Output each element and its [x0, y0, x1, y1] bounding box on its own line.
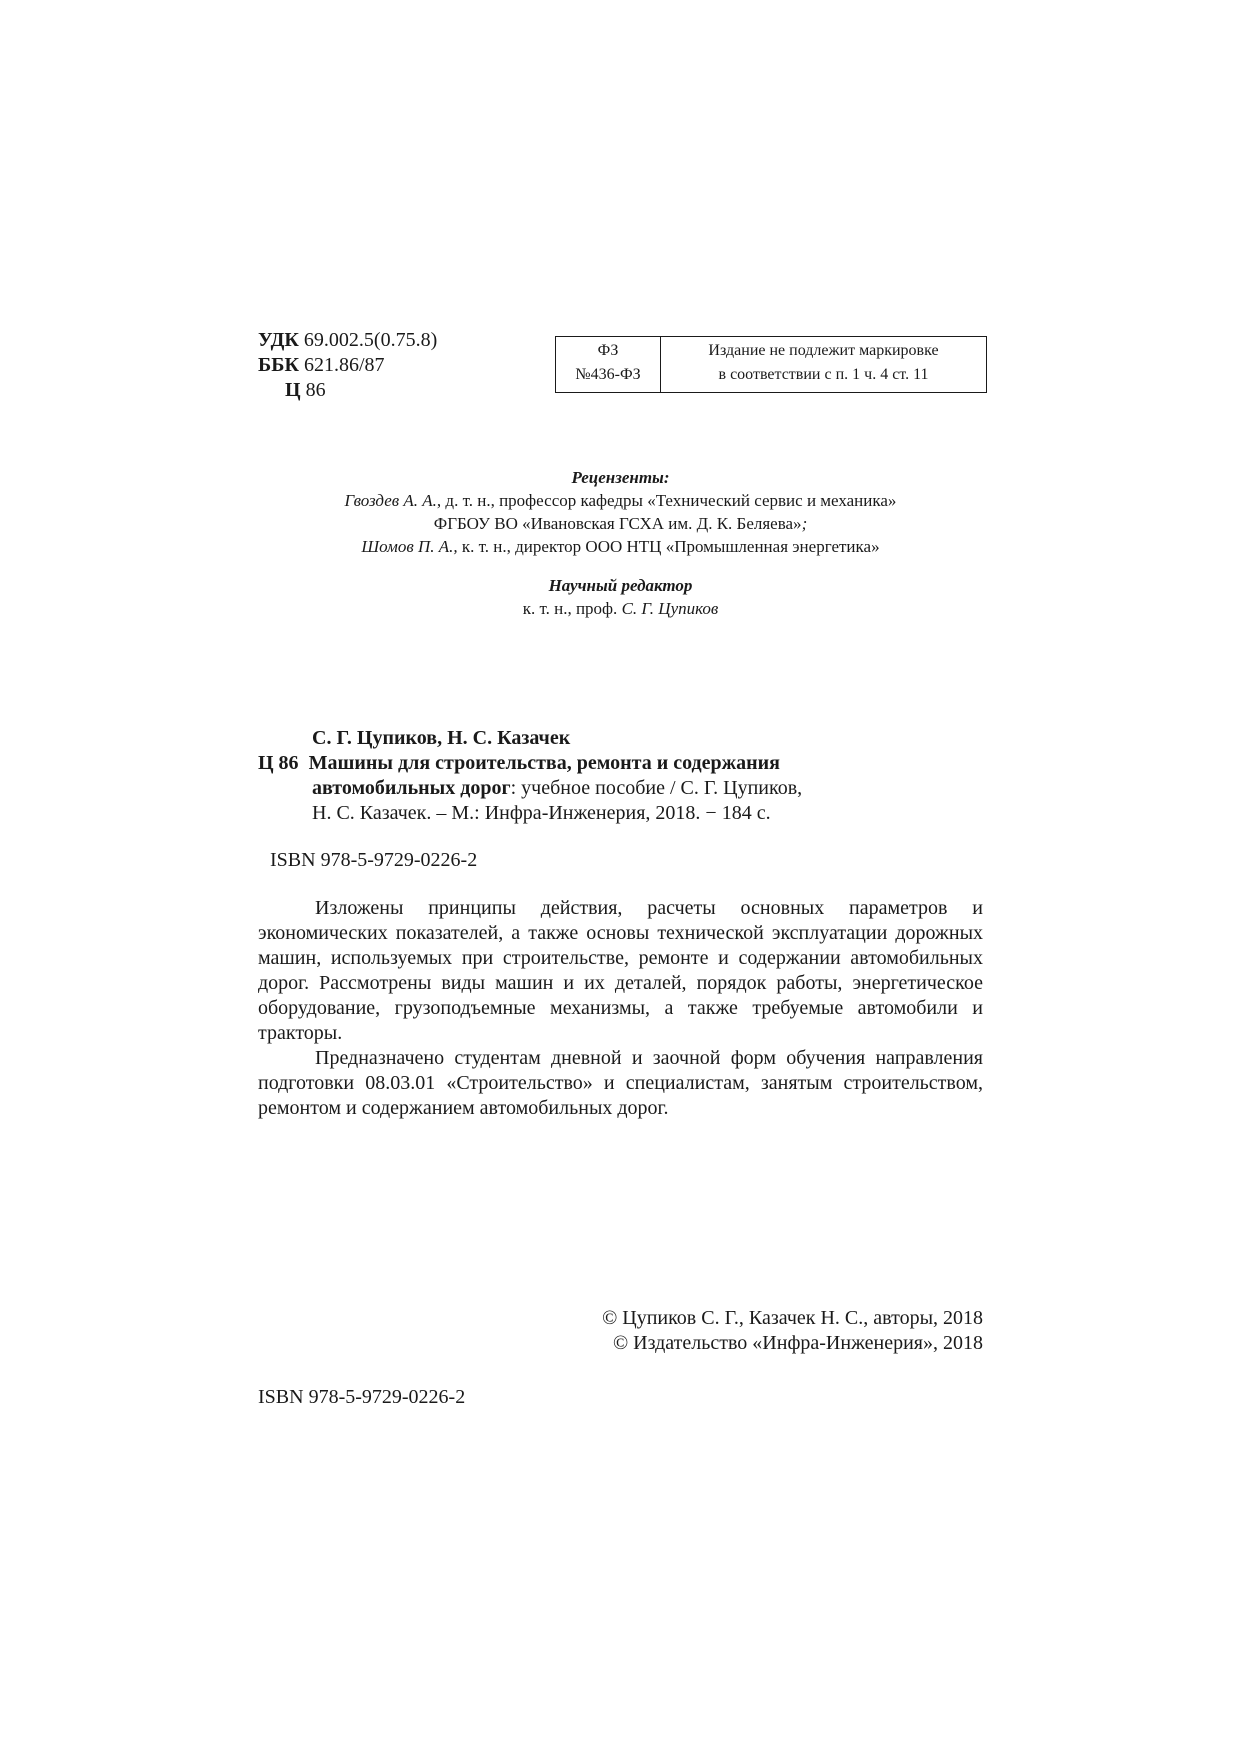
bib-title-row-2	[258, 776, 802, 801]
reviewer-2-name: Шомов П. А.,	[361, 537, 458, 556]
editor-line	[0, 597, 1241, 620]
isbn-bottom: ISBN 978-5-9729-0226-2	[258, 1386, 466, 1408]
editor-block	[0, 574, 1241, 620]
bib-title-line2: автомобильных дорог	[312, 777, 511, 799]
bib-title-line1: Машины для строительства, ремонта и содержания	[308, 752, 780, 774]
abstract-paragraph-2: Предназначено студентам дневной и заочной форм обучения направления подготовки 08.03.01 «Строительство» и специалистам, занятым строительством, ремонтом и содержанием автомобильных дорог.	[258, 1047, 983, 1119]
udk-value: 69.002.5(0.75.8)	[303, 329, 438, 351]
udk-label: УДК	[258, 329, 299, 351]
fz-law-line1: ФЗ	[597, 342, 619, 359]
bibliographic-record	[258, 726, 802, 826]
reviewer-1-org-end: ;	[801, 514, 808, 533]
abstract-block	[258, 896, 983, 1121]
copyright-authors: © Цупиков С. Г., Казачек Н. С., авторы, 2018	[602, 1307, 983, 1329]
fz-law-line2: №436-ФЗ	[575, 366, 641, 383]
fz-law-cell	[556, 337, 661, 392]
editor-heading: Научный редактор	[548, 576, 693, 595]
bbk-value: 621.86/87	[303, 354, 385, 376]
reviewer-1-name: Гвоздев А. А.	[344, 491, 437, 510]
udk-line	[258, 328, 437, 353]
isbn-top: ISBN 978-5-9729-0226-2	[270, 849, 478, 871]
editor-name: С. Г. Цупиков	[621, 599, 719, 618]
fz-note-cell	[661, 337, 986, 392]
bib-authors: С. Г. Цупиков, Н. С. Казачек	[312, 727, 571, 749]
bib-desc-line3: Н. С. Казачек. – М.: Инфра-Инженерия, 2018. − 184 с.	[312, 802, 771, 824]
copyright-block	[560, 1306, 983, 1356]
reviewers-heading: Рецензенты:	[571, 468, 670, 487]
author-code-label: Ц	[285, 379, 301, 401]
bib-desc-line2: : учебное пособие / С. Г. Цупиков,	[510, 777, 803, 799]
editor-prefix: к. т. н., проф.	[522, 599, 622, 618]
author-code-line	[258, 378, 437, 403]
fz-note-line2: в соответствии с п. 1 ч. 4 ст. 11	[718, 366, 929, 383]
author-code-value: 86	[305, 379, 326, 401]
abstract-paragraph-1: Изложены принципы действия, расчеты основных параметров и экономических показателей, а также основы технической эксплуатации дорожных машин, используемых при строительстве, ремонте и содержании автомобильных дорог. Рассмотрены виды машин и их деталей, порядок работы, энергетическое оборудование, грузоподъемные механизмы, а также требуемые автомобили и тракторы.	[258, 897, 983, 1044]
reviewers-block	[0, 466, 1241, 558]
bib-title-row	[258, 751, 802, 776]
reviewer-1	[0, 489, 1241, 512]
bib-authors-row	[258, 726, 802, 751]
bbk-line	[258, 353, 437, 378]
reviewer-2-text: к. т. н., директор ООО НТЦ «Промышленная энергетика»	[457, 537, 880, 556]
reviewer-2	[0, 535, 1241, 558]
bbk-label: ББК	[258, 354, 299, 376]
fz-note-line1: Издание не подлежит маркировке	[708, 342, 939, 359]
classification-block	[258, 328, 437, 403]
reviewer-1-org	[0, 512, 1241, 535]
bib-desc-row-3	[258, 801, 802, 826]
copyright-publisher: © Издательство «Инфра-Инженерия», 2018	[612, 1332, 983, 1354]
bib-code: Ц 86	[258, 752, 299, 774]
fz-marking-box	[555, 336, 987, 393]
reviewer-1-text: , д. т. н., профессор кафедры «Технический сервис и механика»	[436, 491, 897, 510]
reviewer-1-org-text: ФГБОУ ВО «Ивановская ГСХА им. Д. К. Беляева»	[433, 514, 802, 533]
